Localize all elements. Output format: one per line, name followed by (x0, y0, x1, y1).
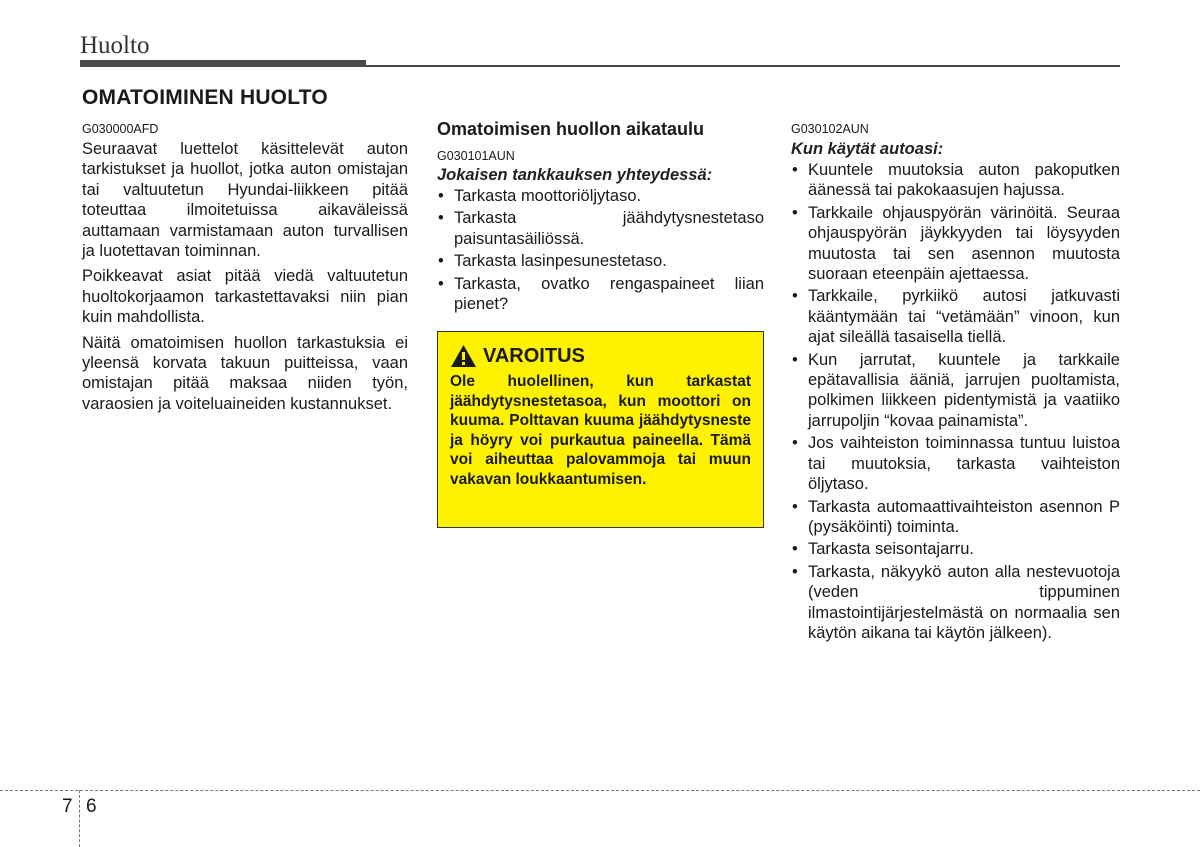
warning-title: VAROITUS (483, 344, 585, 367)
list-item: • Jos vaihteiston toiminnassa tuntuu luistoa tai muutoksia, tarkasta vaihteiston öljytaso. (791, 433, 1120, 494)
warning-header (450, 344, 751, 368)
refuel-heading: Jokaisen tankkauksen yhteydessä: (437, 166, 713, 184)
list-item: • Kuuntele muutoksia auton pakoputken äänessä tai pakokaasujen hajussa. (791, 160, 1120, 201)
paragraph-deviations: Poikkeavat asiat pitää viedä valtuutetun huoltokorjaamon tarkastettavaksi niin pian kuin mahdollista. (82, 267, 408, 327)
footer-dashed-rule (0, 790, 1200, 791)
refuel-checklist (437, 186, 764, 314)
usage-heading: Kun käytät autoasi: (791, 140, 944, 158)
header-rule-thick (80, 60, 366, 67)
list-item: • Kun jarrutat, kuuntele ja tarkkaile epätavallisia ääniä, jarrujen puoltamista, polkimen liikkeen pidentymistä ja vaatiiko jarrupoljin “kovaa painamista”. (791, 350, 1120, 432)
subsection-title: Omatoimisen huollon aikataulu (437, 119, 705, 139)
header-title: Huolto (80, 32, 150, 59)
section-code-usage: G030102AUN (791, 122, 869, 136)
subsection-code: G030101AUN (437, 149, 515, 163)
column-2 (437, 118, 764, 316)
column-1 (82, 121, 408, 419)
list-item: • Tarkkaile ohjauspyörän värinöitä. Seuraa ohjauspyörän jäykkyyden tai löysyyden muutosta tai sen asennon muutosta suoraan eteenpäin ajettaessa. (791, 203, 1120, 285)
list-item: • Tarkkaile, pyrkiikö autosi jatkuvasti kääntymään tai “vetämään” vinoon, kun ajat sileällä tasaisella tiellä. (791, 286, 1120, 347)
warning-triangle-icon (450, 344, 477, 368)
chapter-number: 7 (62, 796, 73, 817)
list-item: • Tarkasta, näkyykö auton alla nestevuotoja (veden tippuminen ilmastointijärjestelmästä on normaalia sen käytön aikana tai käytön jälkeen). (791, 562, 1120, 644)
list-item: • Tarkasta seisontajarru. (791, 539, 1120, 559)
page-number: 6 (86, 796, 97, 817)
section-title: OMATOIMINEN HUOLTO (82, 86, 328, 109)
section-code: G030000AFD (82, 122, 159, 136)
list-item: • Tarkasta automaattivaihteiston asennon P (pysäköinti) toiminta. (791, 497, 1120, 538)
footer-dashed-divider (79, 790, 80, 847)
paragraph-intro: Seuraavat luettelot käsittelevät auton tarkistukset ja huollot, jotka auton omistajan tai valtuutetun Hyundai-liikkeen pitää toteuttaa ilmoitetuissa aikaväleissä auttamaan varmistamaan auton turvallisen ja luotettavan toiminnan. (82, 140, 408, 261)
list-item: • Tarkasta lasinpesunestetaso. (437, 251, 764, 271)
list-item: • Tarkasta, ovatko rengaspaineet liian pienet? (437, 274, 764, 315)
usage-checklist (791, 160, 1120, 643)
list-item: • Tarkasta moottoriöljytaso. (437, 186, 764, 206)
column-3 (791, 121, 1120, 645)
warning-text: Ole huolellinen, kun tarkastat jäähdytysnestetasoa, kun moottori on kuuma. Polttavan kuuma jäähdytysneste ja höyry voi purkautua paineella. Tämä voi aiheuttaa palovammoja tai muun vakavan loukkaantumisen. (450, 373, 751, 488)
paragraph-costs: Näitä omatoimisen huollon tarkastuksia ei yleensä korvata takuun puitteissa, vaan omistajan pitää maksaa niiden työn, varaosien ja voiteluaineiden kustannukset. (82, 333, 408, 413)
list-item: • Tarkasta jäähdytysnestetaso paisuntasäiliössä. (437, 208, 764, 249)
header-rule-thin (366, 65, 1120, 67)
warning-box (437, 331, 764, 528)
